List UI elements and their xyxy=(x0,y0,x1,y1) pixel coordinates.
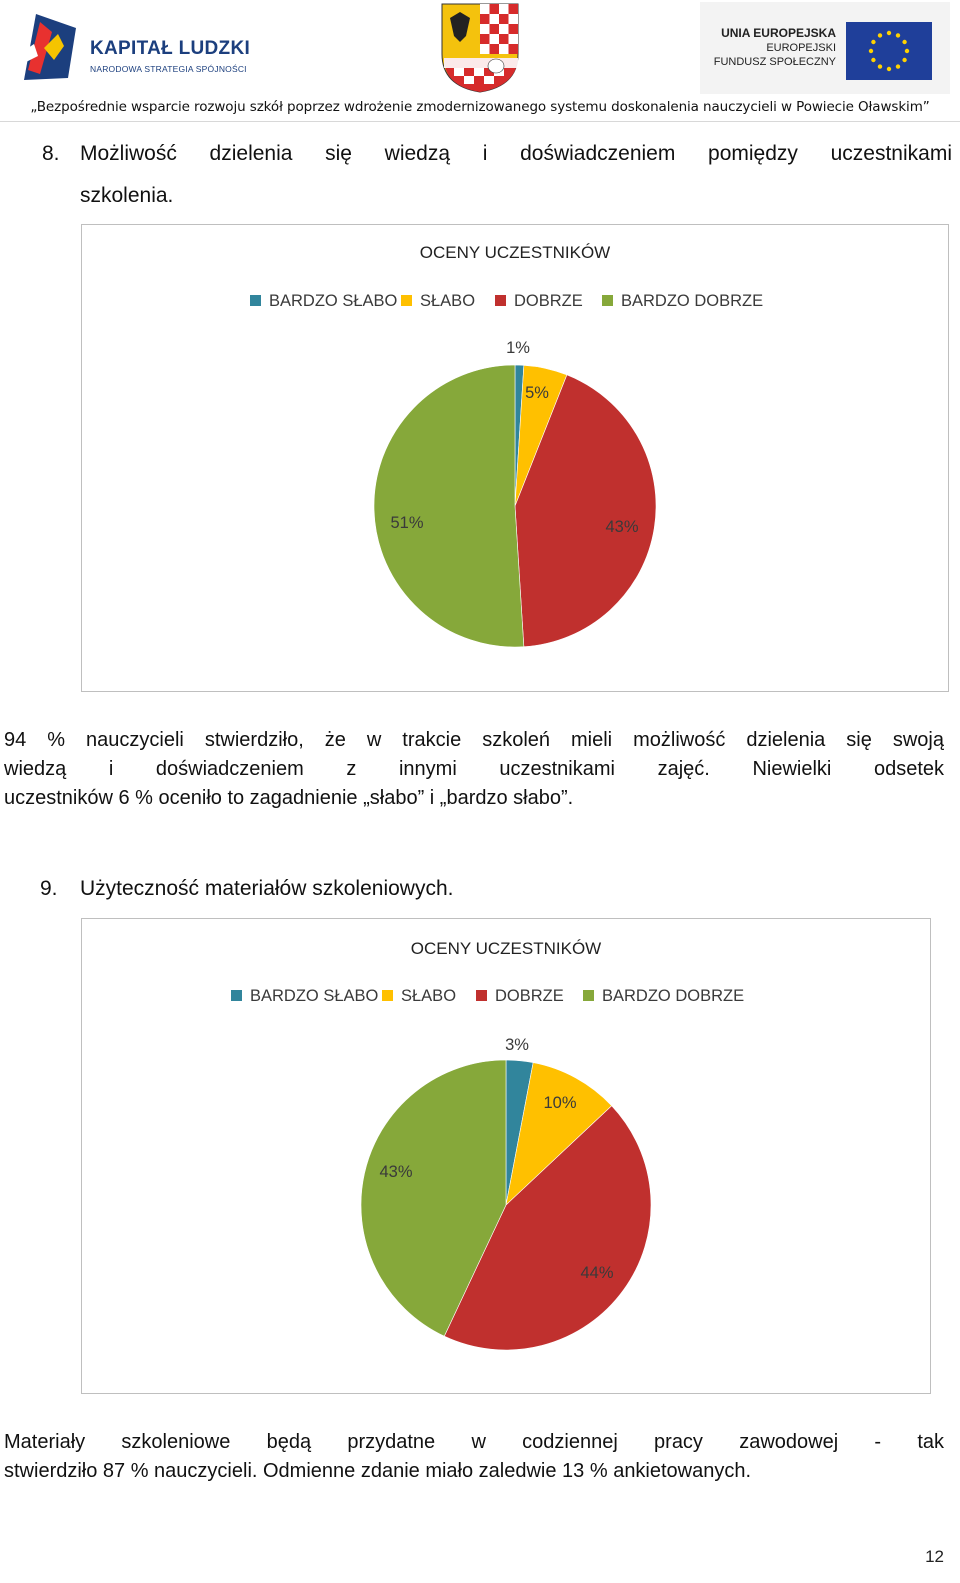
section-8-paragraph xyxy=(4,726,944,813)
section-8-paragraph-line3: uczestników 6 % oceniło to zagadnienie „słabo” i „bardzo słabo”. xyxy=(4,787,574,809)
eu-star-icon xyxy=(887,67,891,71)
eu-star-icon xyxy=(902,40,906,44)
pie-chart-1 xyxy=(82,225,948,691)
legend-label-1: SŁABO xyxy=(420,292,476,310)
legend-swatch-2 xyxy=(495,295,506,306)
section-8-number: 8. xyxy=(42,142,60,165)
legend-swatch-1 xyxy=(401,295,412,306)
kapital-ludzki-logo xyxy=(14,8,251,86)
pie-chart-2-frame xyxy=(81,918,931,1394)
section-9-paragraph-line2: stwierdziło 87 % nauczycieli. Odmienne zdanie miało zaledwie 13 % ankietowanych. xyxy=(4,1460,752,1482)
eu-star-icon xyxy=(871,40,875,44)
eu-logo-line2: EUROPEJSKI xyxy=(766,42,836,54)
legend-swatch-3 xyxy=(583,990,594,1001)
legend-label-1: SŁABO xyxy=(401,987,457,1005)
data-label-3: 51% xyxy=(390,514,424,532)
powiat-crest-logo xyxy=(440,2,520,94)
legend-label-3: BARDZO DOBRZE xyxy=(602,987,745,1005)
eu-logo-line1: UNIA EUROPEJSKA xyxy=(721,26,836,40)
data-label-3: 43% xyxy=(379,1163,413,1181)
section-8-paragraph-line2: wiedzą i doświadczeniem z innymi uczestnikami zajęć. Niewielki odsetek xyxy=(4,758,944,780)
eu-star-icon xyxy=(878,64,882,68)
legend-label-3: BARDZO DOBRZE xyxy=(621,292,764,310)
legend-label-0: BARDZO SŁABO xyxy=(269,292,398,310)
pie-chart-2 xyxy=(82,919,930,1393)
section-8-paragraph-line1: 94 % nauczycieli stwierdziło, że w trakcie szkoleń mieli możliwość dzielenia się swoją xyxy=(4,729,944,751)
legend-label-2: DOBRZE xyxy=(495,987,564,1005)
header-divider xyxy=(0,121,960,122)
pie-chart-2-title: OCENY UCZESTNIKÓW xyxy=(410,939,602,958)
eu-star-icon xyxy=(878,33,882,37)
data-label-1: 5% xyxy=(525,384,549,402)
eu-logo-line3: FUNDUSZ SPOŁECZNY xyxy=(713,56,836,68)
pie-chart-1-frame xyxy=(81,224,949,692)
section-8-title-line1: Możliwość dzielenia się wiedzą i doświadczeniem pomiędzy uczestnikami xyxy=(80,142,952,165)
section-9-paragraph xyxy=(4,1428,944,1486)
legend-swatch-0 xyxy=(231,990,242,1001)
coat-of-arms-icon xyxy=(440,2,520,94)
data-label-0: 3% xyxy=(505,1036,529,1054)
legend-label-0: BARDZO SŁABO xyxy=(250,987,379,1005)
eu-flag-icon xyxy=(846,22,932,80)
eu-star-icon xyxy=(887,31,891,35)
eu-star-icon xyxy=(896,64,900,68)
eu-star-icon xyxy=(871,58,875,62)
kapital-ludzki-title: KAPITAŁ LUDZKI xyxy=(90,38,251,59)
eu-logo xyxy=(700,2,950,94)
section-9-title: Użyteczność materiałów szkoleniowych. xyxy=(80,877,454,900)
legend-label-2: DOBRZE xyxy=(514,292,583,310)
data-label-2: 43% xyxy=(605,518,639,536)
data-label-1: 10% xyxy=(543,1094,577,1112)
eu-star-icon xyxy=(896,33,900,37)
data-label-2: 44% xyxy=(580,1264,614,1282)
kapital-ludzki-subtitle: NARODOWA STRATEGIA SPÓJNOŚCI xyxy=(90,64,247,74)
pie-slice-3 xyxy=(374,365,524,647)
legend-swatch-1 xyxy=(382,990,393,1001)
data-label-0: 1% xyxy=(506,339,530,357)
legend-swatch-0 xyxy=(250,295,261,306)
section-9-paragraph-line1: Materiały szkoleniowe będą przydatne w codziennej pracy zawodowej - tak xyxy=(4,1431,944,1453)
eu-star-icon xyxy=(902,58,906,62)
legend-swatch-3 xyxy=(602,295,613,306)
section-8-title-line2: szkolenia. xyxy=(80,184,174,207)
header-caption: „Bezpośrednie wsparcie rozwoju szkół poprzez wdrożenie zmodernizowanego systemu doskonalenia nauczycieli w Powiecie Oławskim” xyxy=(30,99,930,115)
pie-chart-1-title: OCENY UCZESTNIKÓW xyxy=(419,243,611,262)
page-number: 12 xyxy=(925,1547,944,1566)
legend-swatch-2 xyxy=(476,990,487,1001)
kapital-ludzki-emblem-icon xyxy=(14,8,84,86)
eu-star-icon xyxy=(905,49,909,53)
section-9-number: 9. xyxy=(40,877,58,900)
eu-star-icon xyxy=(869,49,873,53)
